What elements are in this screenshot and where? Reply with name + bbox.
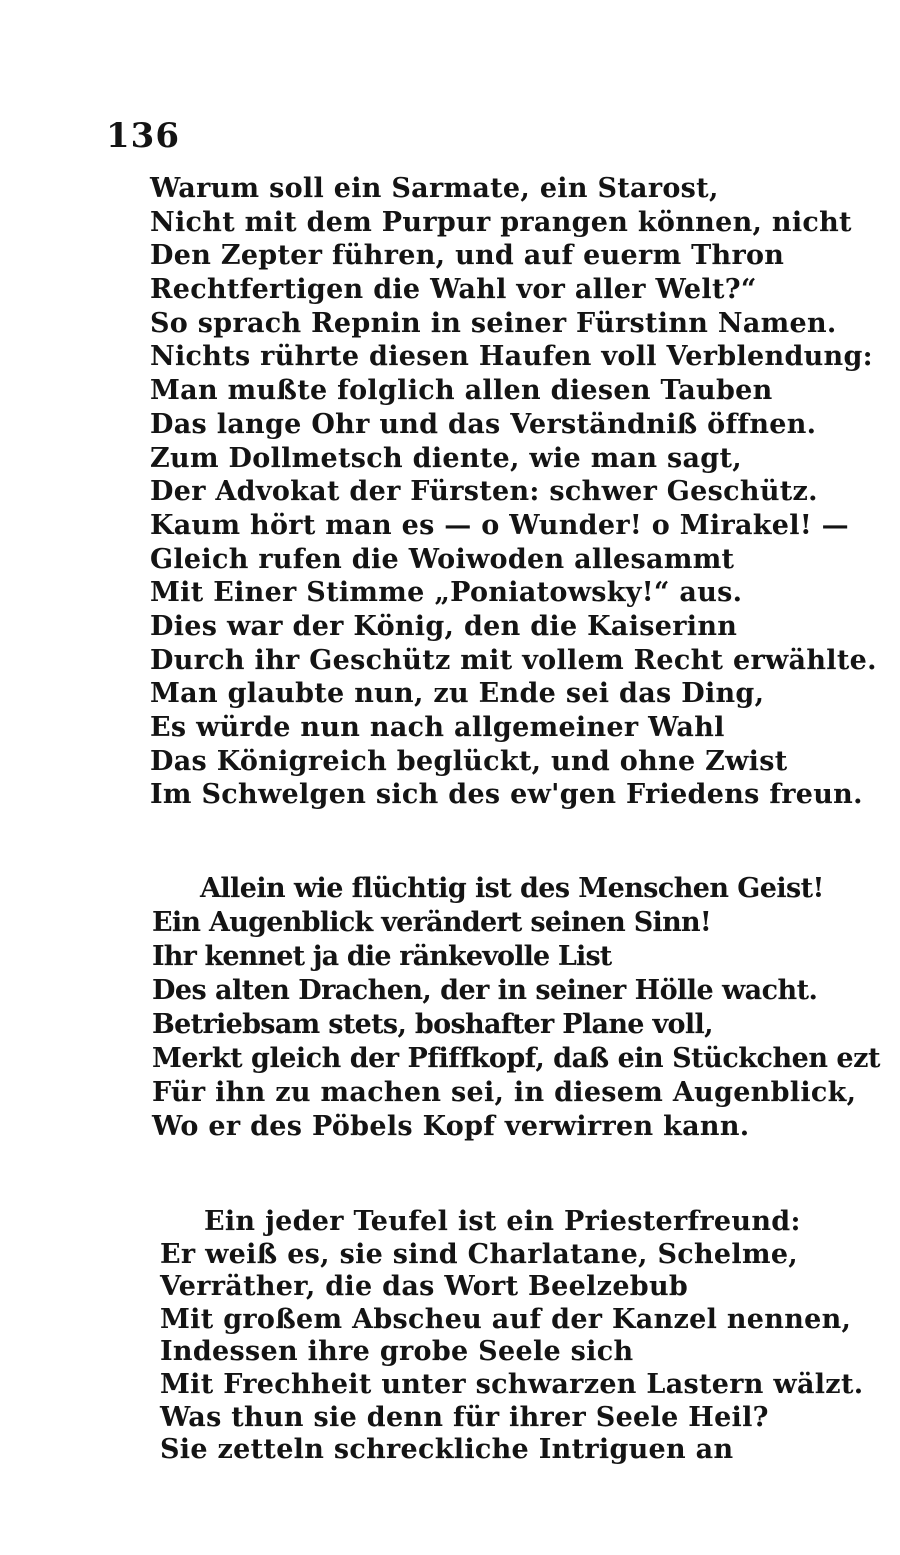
verse-line: Merkt gleich der Pfiffkopf, daß ein Stückchen ezt xyxy=(152,1043,881,1074)
verse-line: Kaum hört man es — o Wunder! o Mirakel! — xyxy=(150,509,849,541)
verse-line: Für ihn zu machen sei, in diesem Augenblick, xyxy=(152,1077,857,1108)
verse-line: Das lange Ohr und das Verständniß öffnen. xyxy=(150,408,817,440)
verse-line: Allein wie flüchtig ist des Menschen Geist! xyxy=(200,873,824,904)
page-number: 136 xyxy=(106,116,180,156)
verse-line: Des alten Drachen, der in seiner Hölle wacht. xyxy=(152,975,818,1006)
stanza-3 xyxy=(160,1206,863,1467)
verse-line: Das Königreich beglückt, und ohne Zwist xyxy=(150,745,788,777)
verse-line: Man mußte folglich allen diesen Tauben xyxy=(150,375,773,407)
verse-line: Warum soll ein Sarmate, ein Starost, xyxy=(150,173,719,204)
verse-line: Im Schwelgen sich des ew'gen Friedens freun. xyxy=(150,779,863,811)
verse-line: Nicht mit dem Purpur prangen können, nicht xyxy=(150,206,852,238)
verse-line: Ein Augenblick verändert seinen Sinn! xyxy=(152,907,712,938)
verse-line: Dies war der König, den die Kaiserinn xyxy=(150,610,738,642)
stanza-1 xyxy=(150,172,877,812)
verse-line: Mit großem Abscheu auf der Kanzel nennen, xyxy=(160,1303,852,1335)
verse-line: Durch ihr Geschütz mit vollem Recht erwählte. xyxy=(150,644,877,676)
verse-line: Verräther, die das Wort Beelzebub xyxy=(160,1271,689,1303)
verse-line: Ein jeder Teufel ist ein Priesterfreund: xyxy=(204,1206,801,1237)
verse-line: Man glaubte nun, zu Ende sei das Ding, xyxy=(150,678,765,710)
verse-line: Mit Einer Stimme „Poniatowsky!“ aus. xyxy=(150,577,743,609)
verse-line: Was thun sie denn für ihrer Seele Heil? xyxy=(160,1401,769,1433)
verse-line: Nichts rührte diesen Haufen voll Verblendung: xyxy=(150,341,873,373)
stanza-2 xyxy=(152,872,880,1144)
verse-line: Wo er des Pöbels Kopf verwirren kann. xyxy=(152,1111,750,1142)
verse-line: So sprach Repnin in seiner Fürstinn Namen. xyxy=(150,307,837,339)
verse-line: Den Zepter führen, und auf euerm Thron xyxy=(150,240,785,272)
verse-line: Rechtfertigen die Wahl vor aller Welt?“ xyxy=(150,274,757,306)
verse-line: Zum Dollmetsch diente, wie man sagt, xyxy=(150,442,742,474)
verse-line: Er weiß es, sie sind Charlatane, Schelme, xyxy=(160,1238,798,1270)
verse-line: Sie zetteln schreckliche Intriguen an xyxy=(160,1434,734,1466)
verse-line: Gleich rufen die Woiwoden allesammt xyxy=(150,543,735,575)
verse-line: Indessen ihre grobe Seele sich xyxy=(160,1336,634,1368)
verse-line: Betriebsam stets, boshafter Plane voll, xyxy=(152,1009,713,1040)
verse-line: Der Advokat der Fürsten: schwer Geschütz. xyxy=(150,476,818,508)
verse-line: Mit Frechheit unter schwarzen Lastern wälzt. xyxy=(160,1368,864,1400)
verse-line: Ihr kennet ja die ränkevolle List xyxy=(152,941,612,972)
verse-line: Es würde nun nach allgemeiner Wahl xyxy=(150,712,725,743)
